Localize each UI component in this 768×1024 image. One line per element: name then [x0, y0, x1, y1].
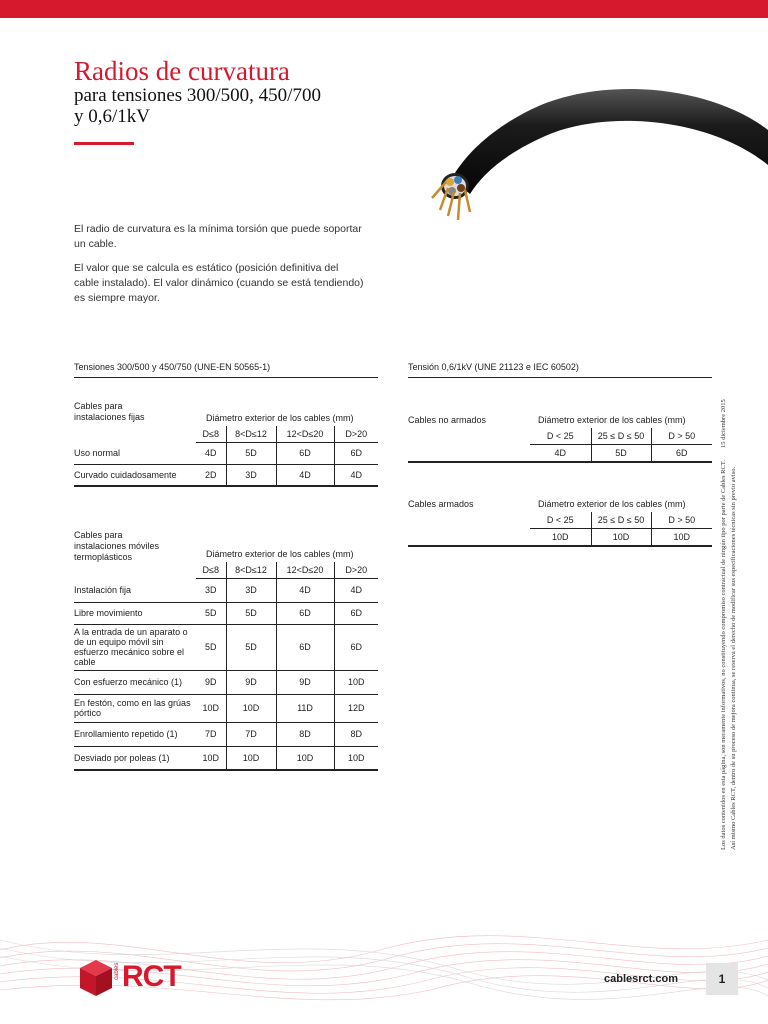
- table-row: [74, 578, 378, 602]
- logo-rct-text: RCT: [122, 960, 181, 993]
- table-fixed-installations: [74, 426, 378, 487]
- table-header-cell: D≤8: [196, 562, 226, 578]
- table-header-cell: 8<D≤12: [226, 562, 276, 578]
- vertical-disclaimer: [719, 290, 739, 850]
- table-cell: 10D: [196, 694, 226, 722]
- section-heading-1kv: Tensión 0,6/1kV (UNE 21123 e IEC 60502): [408, 362, 712, 378]
- disclaimer-date: 15 diciembre 2015: [720, 399, 727, 449]
- table-cell: 6D: [334, 602, 378, 624]
- page-title: Radios de curvatura: [74, 56, 290, 86]
- row-label: Con esfuerzo mecánico (1): [74, 670, 196, 694]
- diameter-label-unarmored: Diámetro exterior de los cables (mm): [538, 415, 686, 425]
- table-cell: 6D: [276, 602, 334, 624]
- table-cell: 3D: [226, 464, 276, 486]
- table-cell: 6D: [651, 444, 712, 462]
- table-cell: 10D: [651, 528, 712, 546]
- row-label: En festón, como en las grúas pórtico: [74, 694, 196, 722]
- table-cell: 7D: [226, 722, 276, 746]
- table-header-cell: 12<D≤20: [276, 562, 334, 578]
- table-header-empty: [408, 512, 530, 528]
- table-header-empty: [74, 562, 196, 578]
- rct-logo: [80, 958, 210, 1004]
- top-red-bar: [0, 0, 768, 18]
- armored-label: Cables armados: [408, 499, 474, 509]
- table-header-cell: 8<D≤12: [226, 426, 276, 442]
- row-label: Libre movimiento: [74, 602, 196, 624]
- table-header-empty: [74, 426, 196, 442]
- table-cell: 5D: [196, 602, 226, 624]
- table-header-row: [408, 512, 712, 528]
- table-cell: 4D: [196, 442, 226, 464]
- mobile-label-line-2: instalaciones móviles: [74, 541, 160, 551]
- table-cell: 3D: [226, 578, 276, 602]
- table-cell: 7D: [196, 722, 226, 746]
- mobile-installations-label: [74, 530, 159, 563]
- subtitle-line-2: y 0,6/1kV: [74, 106, 150, 127]
- table-header-cell: D>20: [334, 562, 378, 578]
- table-row: [74, 694, 378, 722]
- row-label: Instalación fija: [74, 578, 196, 602]
- table-header-cell: 25 ≤ D ≤ 50: [591, 428, 651, 444]
- table-row: [408, 444, 712, 462]
- table-row: [74, 722, 378, 746]
- table-header-cell: D≤8: [196, 426, 226, 442]
- table-row: [74, 624, 378, 670]
- table-header-cell: D < 25: [530, 512, 591, 528]
- table-header-cell: D < 25: [530, 428, 591, 444]
- table-row: [74, 442, 378, 464]
- cube-logo-icon: [80, 960, 112, 996]
- table-header-cell: D>20: [334, 426, 378, 442]
- table-cell: 10D: [530, 528, 591, 546]
- intro-paragraph-2: El valor que se calcula es estático (posición definitiva del cable instalado). El valor dinámico (cuando se está tendiendo) es siempre mayor.: [74, 262, 364, 304]
- table-cell: 4D: [334, 578, 378, 602]
- table-cell: 4D: [276, 464, 334, 486]
- table-cell: 6D: [334, 442, 378, 464]
- table-cell: 5D: [226, 624, 276, 670]
- section-heading-low-voltage: Tensiones 300/500 y 450/750 (UNE-EN 50565-1): [74, 362, 378, 378]
- table-header-cell: 25 ≤ D ≤ 50: [591, 512, 651, 528]
- table-mobile-installations: [74, 562, 378, 771]
- table-header-cell: D > 50: [651, 512, 712, 528]
- table-cell: 6D: [334, 624, 378, 670]
- mobile-label-line-1: Cables para: [74, 530, 123, 540]
- table-cell: 9D: [196, 670, 226, 694]
- intro-text: [74, 222, 364, 315]
- table-cell: 10D: [591, 528, 651, 546]
- table-header-empty: [408, 428, 530, 444]
- row-label: A la entrada de un aparato o de un equipo móvil sin esfuerzo mecánico sobre el cable: [74, 624, 196, 670]
- mobile-label-line-3: termoplásticos: [74, 552, 133, 562]
- table-cell: 6D: [276, 442, 334, 464]
- diameter-label-fixed: Diámetro exterior de los cables (mm): [206, 413, 354, 423]
- table-cell: 11D: [276, 694, 334, 722]
- disclaimer-line-1: Los datos contenidos en esta página, son meramente informativos, no constituyendo compromiso contractual de ningún tipo por parte de Cables RCT.: [720, 460, 727, 850]
- table-cell: 4D: [530, 444, 591, 462]
- row-label: Enrollamiento repetido (1): [74, 722, 196, 746]
- row-label-empty: [408, 528, 530, 546]
- table-cell: 5D: [591, 444, 651, 462]
- table-cell: 10D: [226, 694, 276, 722]
- table-cell: 4D: [276, 578, 334, 602]
- subtitle-line-1: para tensiones 300/500, 450/700: [74, 85, 321, 106]
- table-cell: 8D: [334, 722, 378, 746]
- diameter-label-mobile: Diámetro exterior de los cables (mm): [206, 549, 354, 559]
- table-row: [74, 602, 378, 624]
- page-number: 1: [706, 963, 738, 995]
- table-header-row: [74, 562, 378, 578]
- table-cell: 10D: [226, 746, 276, 770]
- table-cell: 2D: [196, 464, 226, 486]
- table-row: [408, 528, 712, 546]
- row-label: Uso normal: [74, 442, 196, 464]
- fixed-label-line-2: instalaciones fijas: [74, 412, 145, 422]
- table-cell: 5D: [196, 624, 226, 670]
- intro-paragraph-1: El radio de curvatura es la mínima torsión que puede soportar un cable.: [74, 223, 362, 250]
- disclaimer-line-2: Así mismo Cables RCT, dentro de su proceso de mejora continua, se reserva el derecho de modificar sus especificaciones técnicas sin previo aviso.: [730, 466, 737, 850]
- table-cell: 5D: [226, 602, 276, 624]
- table-header-row: [74, 426, 378, 442]
- table-armored: [408, 512, 712, 547]
- table-unarmored: [408, 428, 712, 463]
- website-link[interactable]: cablesrct.com: [604, 973, 678, 985]
- fixed-label-line-1: Cables para: [74, 401, 123, 411]
- diameter-label-armored: Diámetro exterior de los cables (mm): [538, 499, 686, 509]
- table-row: [74, 670, 378, 694]
- page-subtitle: [74, 85, 374, 127]
- row-label: Desviado por poleas (1): [74, 746, 196, 770]
- cable-image: [410, 70, 768, 270]
- logo-cables-text: cables: [114, 962, 120, 980]
- table-cell: 5D: [226, 442, 276, 464]
- table-cell: 8D: [276, 722, 334, 746]
- table-header-row: [408, 428, 712, 444]
- table-row: [74, 746, 378, 770]
- row-label-empty: [408, 444, 530, 462]
- table-header-cell: 12<D≤20: [276, 426, 334, 442]
- table-cell: 9D: [226, 670, 276, 694]
- table-cell: 4D: [334, 464, 378, 486]
- table-cell: 10D: [196, 746, 226, 770]
- title-underline: [74, 142, 134, 145]
- table-cell: 3D: [196, 578, 226, 602]
- table-cell: 12D: [334, 694, 378, 722]
- row-label: Curvado cuidadosamente: [74, 464, 196, 486]
- table-header-cell: D > 50: [651, 428, 712, 444]
- table-cell: 9D: [276, 670, 334, 694]
- table-cell: 10D: [334, 670, 378, 694]
- unarmored-label: Cables no armados: [408, 415, 487, 425]
- table-row: [74, 464, 378, 486]
- table-cell: 6D: [276, 624, 334, 670]
- table-cell: 10D: [276, 746, 334, 770]
- fixed-installations-label: [74, 401, 145, 423]
- table-cell: 10D: [334, 746, 378, 770]
